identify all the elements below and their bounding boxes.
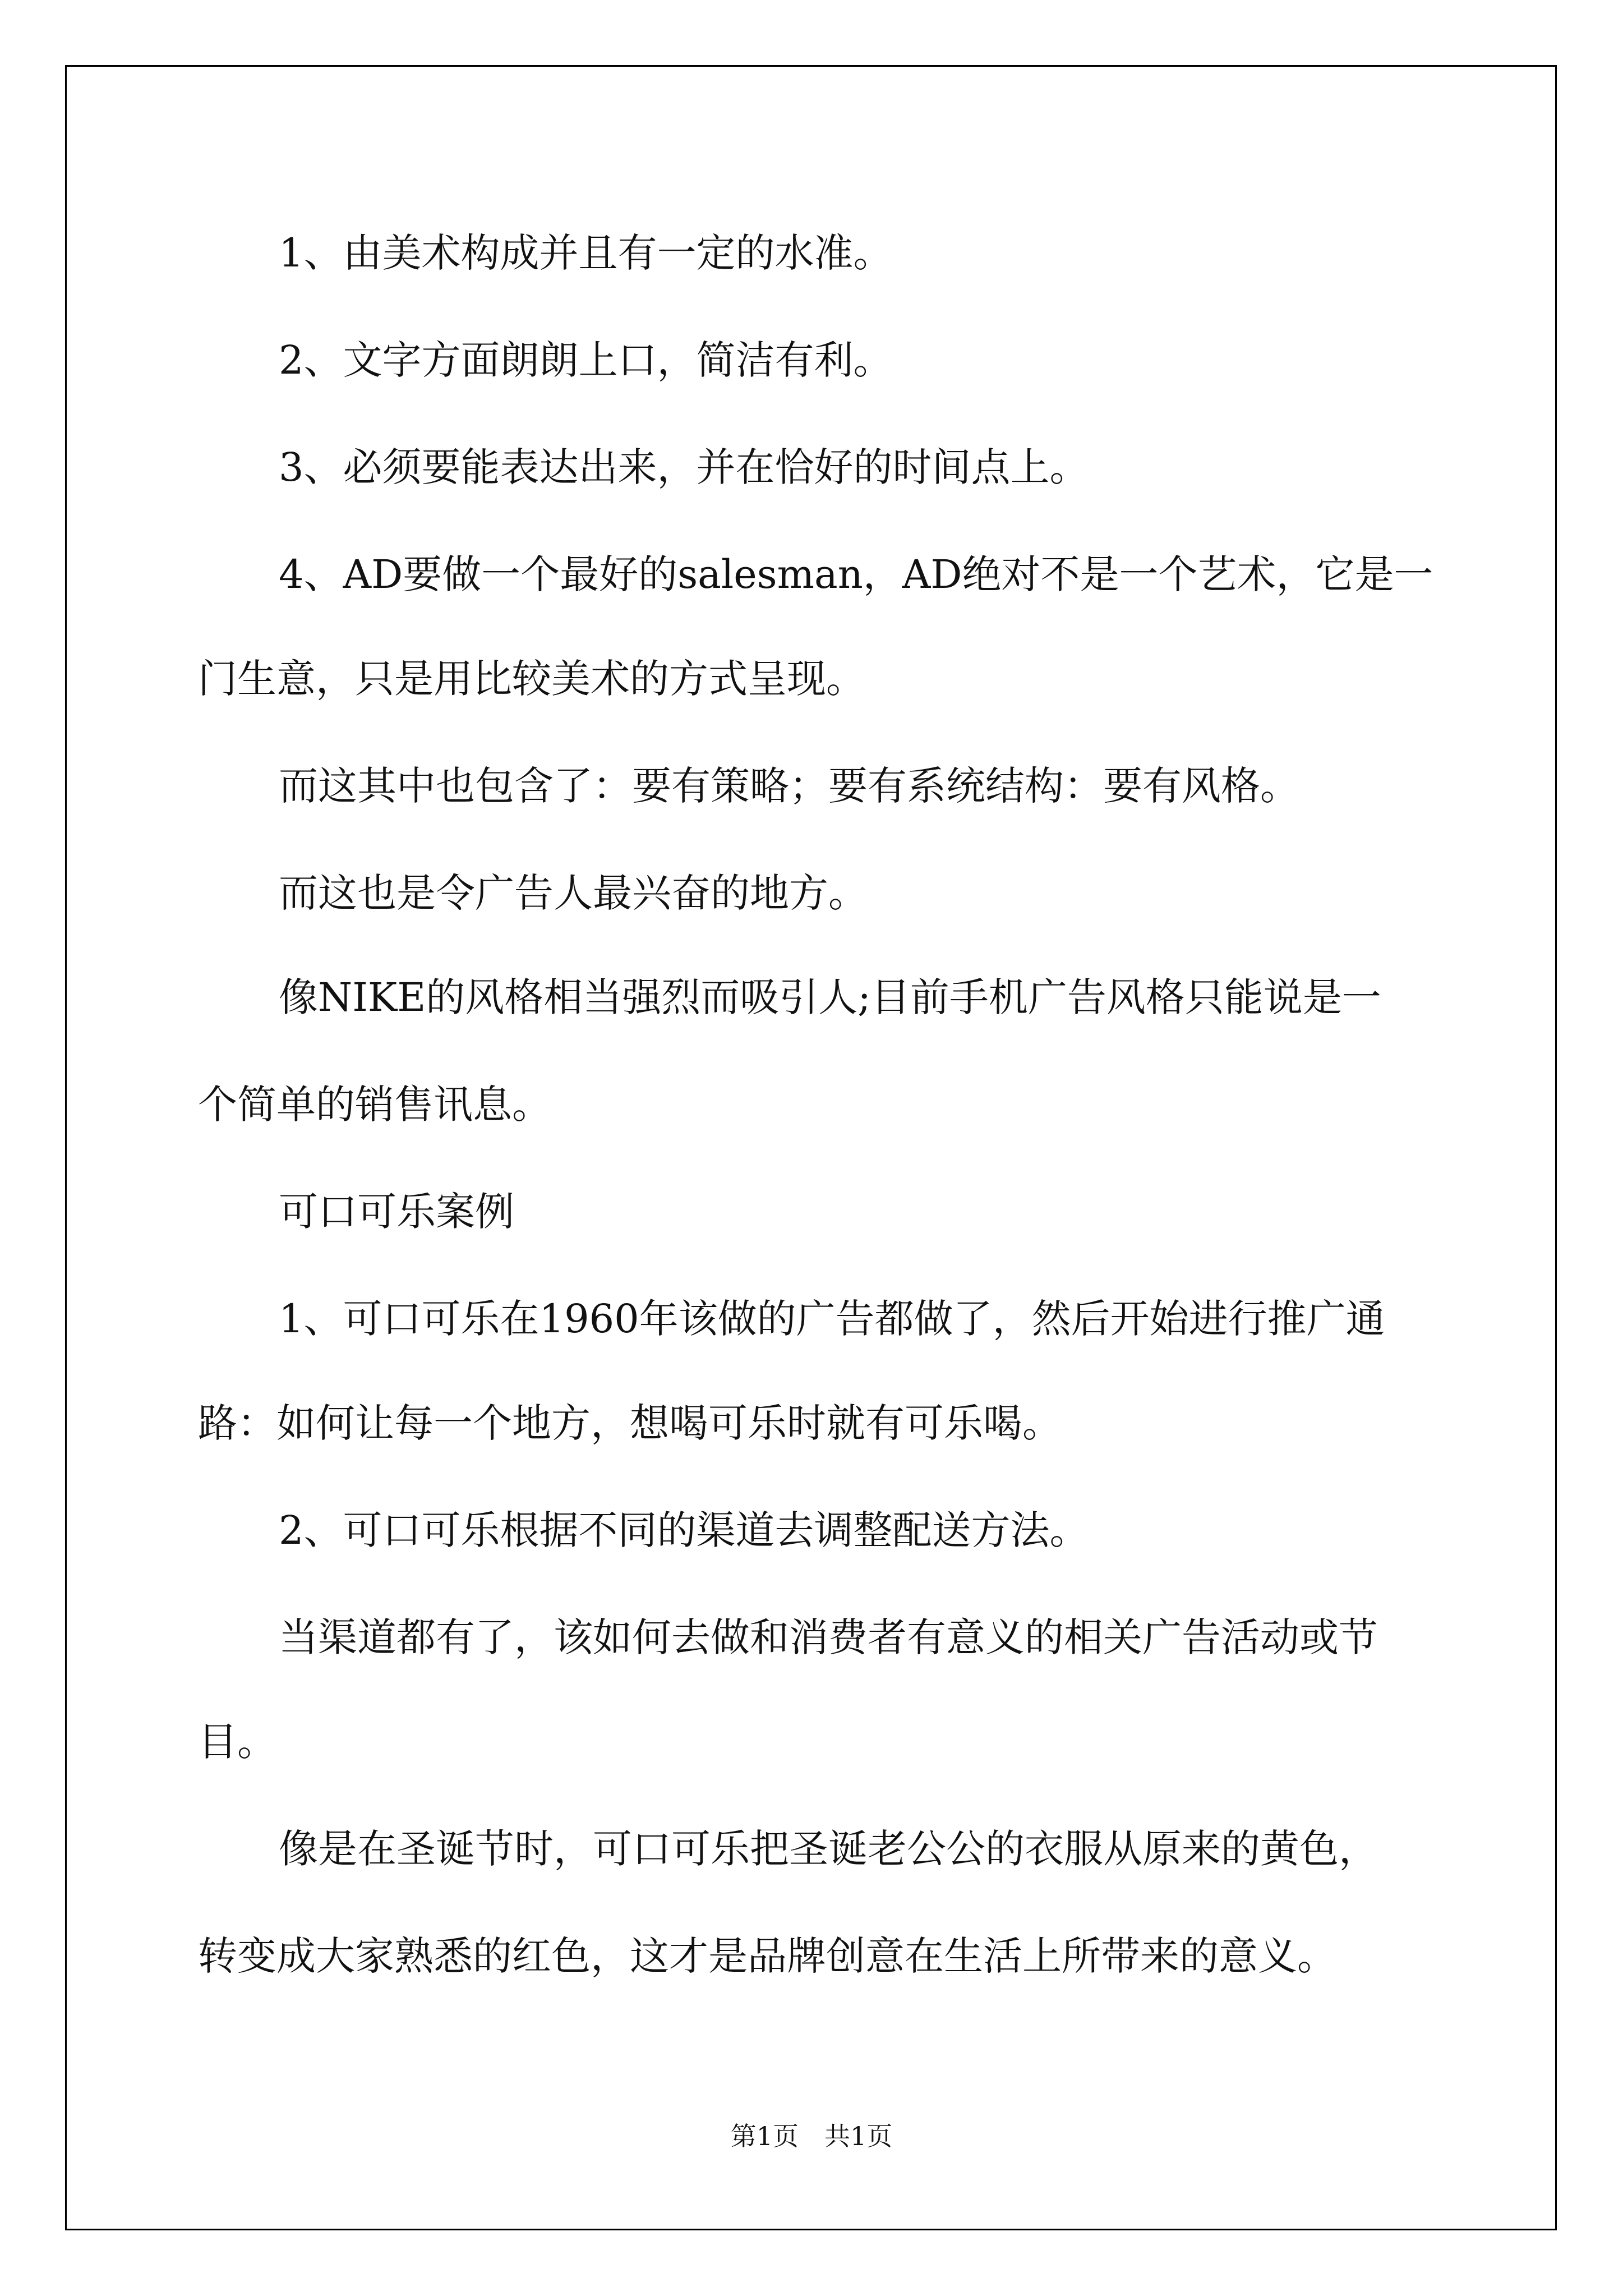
paragraph-line: 当渠道都有了，该如何去做和消费者有意义的相关广告活动或节	[279, 1614, 1378, 1660]
paragraph-line: 路：如何让每一个地方，想喝可乐时就有可乐喝。	[198, 1400, 1062, 1446]
page-number-footer: 第1页 共1页	[730, 2121, 893, 2151]
paragraph-line: 1、可口可乐在1960年该做的广告都做了，然后开始进行推广通	[279, 1296, 1385, 1342]
paragraph-line: 4、AD要做一个最好的salesman，AD绝对不是一个艺术，它是一	[279, 551, 1433, 597]
paragraph-line: 像NIKE的风格相当强烈而吸引人;目前手机广告风格只能说是一	[279, 974, 1381, 1020]
paragraph-line: 而这也是令广告人最兴奋的地方。	[279, 870, 868, 916]
paragraph-line: 像是在圣诞节时，可口可乐把圣诞老公公的衣服从原来的黄色，	[279, 1826, 1378, 1872]
paragraph-line: 2、可口可乐根据不同的渠道去调整配送方法。	[279, 1507, 1089, 1553]
paragraph-line: 转变成大家熟悉的红色，这才是品牌创意在生活上所带来的意义。	[198, 1933, 1336, 1979]
paragraph-line: 目。	[198, 1719, 276, 1765]
paragraph-line: 1、由美术构成并且有一定的水准。	[279, 230, 893, 276]
paragraph-line: 3、必须要能表达出来，并在恰好的时间点上。	[279, 444, 1089, 490]
paragraph-line: 2、文字方面朗朗上口，简洁有利。	[279, 337, 893, 383]
page-border	[65, 65, 1557, 2230]
paragraph-line: 而这其中也包含了：要有策略；要有系统结构：要有风格。	[279, 763, 1299, 809]
paragraph-line: 个简单的销售讯息。	[198, 1082, 551, 1128]
paragraph-line: 门生意，只是用比较美术的方式呈现。	[198, 656, 865, 702]
section-heading: 可口可乐案例	[279, 1189, 514, 1235]
